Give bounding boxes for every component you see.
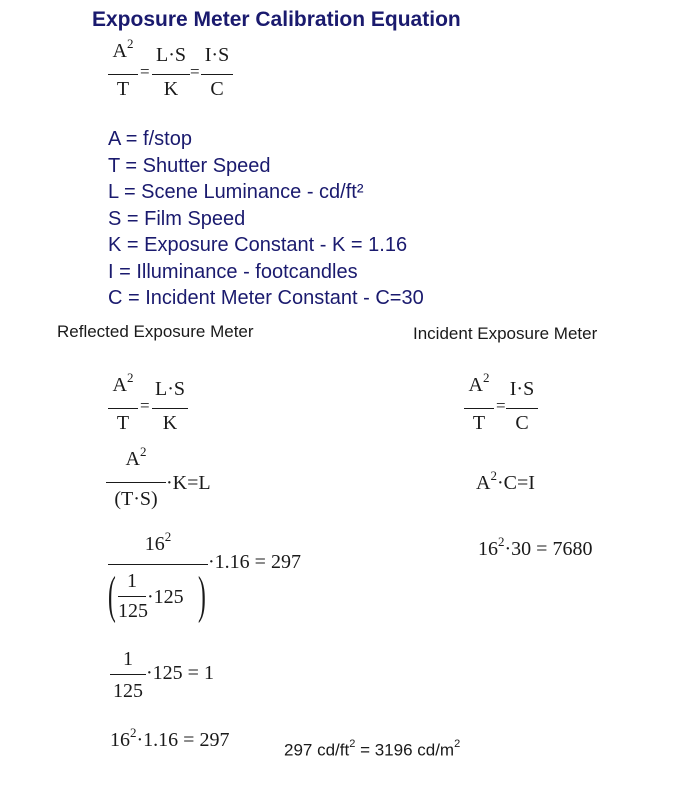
reflected-eq3-num: 16 xyxy=(144,533,165,555)
definition-i: I = Illuminance - footcandles xyxy=(108,260,358,283)
reflected-eq1-sign: = xyxy=(140,396,150,415)
reflected-eq3-lparen: ( xyxy=(108,567,116,624)
incident-eq1-sign: = xyxy=(496,396,506,415)
page-title: Exposure Meter Calibration Equation xyxy=(92,8,461,31)
main-fraction-ls-k xyxy=(152,40,190,106)
reflected-eq2-tail: ·K=L xyxy=(166,472,211,494)
reflected-eq1-rhs xyxy=(152,374,188,440)
reflected-heading: Reflected Exposure Meter xyxy=(57,322,254,341)
incident-equation-2 xyxy=(476,468,535,495)
definitions-list xyxy=(108,126,424,312)
incident-eq3-exp: 2 xyxy=(498,534,505,549)
reflected-eq3-bar xyxy=(108,564,208,565)
reflected-eq3-rparen: ) xyxy=(198,567,206,624)
reflected-equation-5 xyxy=(110,725,230,752)
incident-eq1-lhs-den: T xyxy=(472,412,486,434)
conversion-mid: = 3196 cd/m xyxy=(355,740,455,760)
reflected-eq5-exp: 2 xyxy=(130,725,137,740)
reflected-eq2-num: A xyxy=(125,448,140,470)
reflected-eq3-inner-fraction xyxy=(118,570,146,626)
incident-eq1-rhs-den: C xyxy=(515,412,529,434)
incident-heading: Incident Exposure Meter xyxy=(413,324,598,343)
reflected-eq1-lhs-den: T xyxy=(116,412,130,434)
reflected-eq1-lhs-exp: 2 xyxy=(126,370,134,385)
incident-eq1-rhs xyxy=(506,374,538,440)
definition-a: A = f/stop xyxy=(108,128,192,150)
definition-l: L = Scene Luminance - cd/ft² xyxy=(108,181,364,203)
incident-eq2-tail: ·C=I xyxy=(496,472,535,494)
main-lhs-exp: 2 xyxy=(126,36,134,51)
main-eq-sign-1: = xyxy=(140,62,150,81)
reflected-eq2-den: (T·S) xyxy=(114,488,158,510)
reflected-eq1-rhs-den: K xyxy=(162,412,178,434)
main-fraction-is-c xyxy=(201,40,233,106)
conversion-left-exp: 2 xyxy=(349,738,356,750)
definition-s: S = Film Speed xyxy=(108,207,246,230)
reflected-eq3-tail: ·1.16 = 297 xyxy=(208,551,301,573)
incident-eq2-base: A xyxy=(476,472,491,494)
reflected-eq3-inner-den: 125 xyxy=(118,600,148,622)
reflected-eq5-tail: ·1.16 = 297 xyxy=(136,729,230,751)
conversion-left: 297 cd/ft xyxy=(284,740,350,760)
main-lhs-num: A xyxy=(112,40,127,62)
main-mid-den: K xyxy=(163,78,179,100)
conversion-text xyxy=(284,740,460,761)
main-rhs-den: C xyxy=(210,78,224,100)
main-rhs-num: I·S xyxy=(204,44,230,66)
incident-eq3-base: 16 xyxy=(478,538,498,560)
main-fraction-a2-t xyxy=(108,36,138,106)
incident-eq1-lhs-num: A xyxy=(468,374,483,396)
reflected-eq3-inner-tail: ·125 xyxy=(147,586,184,608)
definition-c: C = Incident Meter Constant - C=30 xyxy=(108,287,424,309)
reflected-eq2-exp: 2 xyxy=(139,444,147,459)
main-lhs-den: T xyxy=(116,78,130,100)
incident-equation-3 xyxy=(478,534,593,561)
incident-eq2-exp: 2 xyxy=(490,468,497,483)
reflected-eq5-base: 16 xyxy=(110,729,130,751)
conversion-right-exp: 2 xyxy=(454,738,461,750)
reflected-eq4-num: 1 xyxy=(123,648,133,670)
reflected-eq3-inner-num: 1 xyxy=(127,570,137,592)
reflected-eq3-exp: 2 xyxy=(164,529,172,544)
main-mid-num: L·S xyxy=(156,44,186,66)
reflected-eq1-lhs xyxy=(108,370,138,440)
incident-eq1-rhs-num: I·S xyxy=(509,378,535,400)
reflected-eq4-fraction xyxy=(110,648,146,704)
definition-k: K = Exposure Constant - K = 1.16 xyxy=(108,234,408,256)
main-eq-sign-2: = xyxy=(190,62,200,81)
reflected-eq1-rhs-num: L·S xyxy=(155,378,185,400)
reflected-eq4-den: 125 xyxy=(113,680,143,702)
reflected-eq4-tail: ·125 = 1 xyxy=(146,662,214,684)
definition-t: T = Shutter Speed xyxy=(108,154,271,177)
reflected-eq2-fraction xyxy=(106,444,166,518)
incident-eq1-lhs xyxy=(464,370,494,440)
reflected-eq3-num-wrap xyxy=(110,529,206,556)
incident-eq3-tail: ·30 = 7680 xyxy=(504,538,593,560)
reflected-eq1-lhs-num: A xyxy=(112,374,127,396)
incident-eq1-lhs-exp: 2 xyxy=(482,370,490,385)
